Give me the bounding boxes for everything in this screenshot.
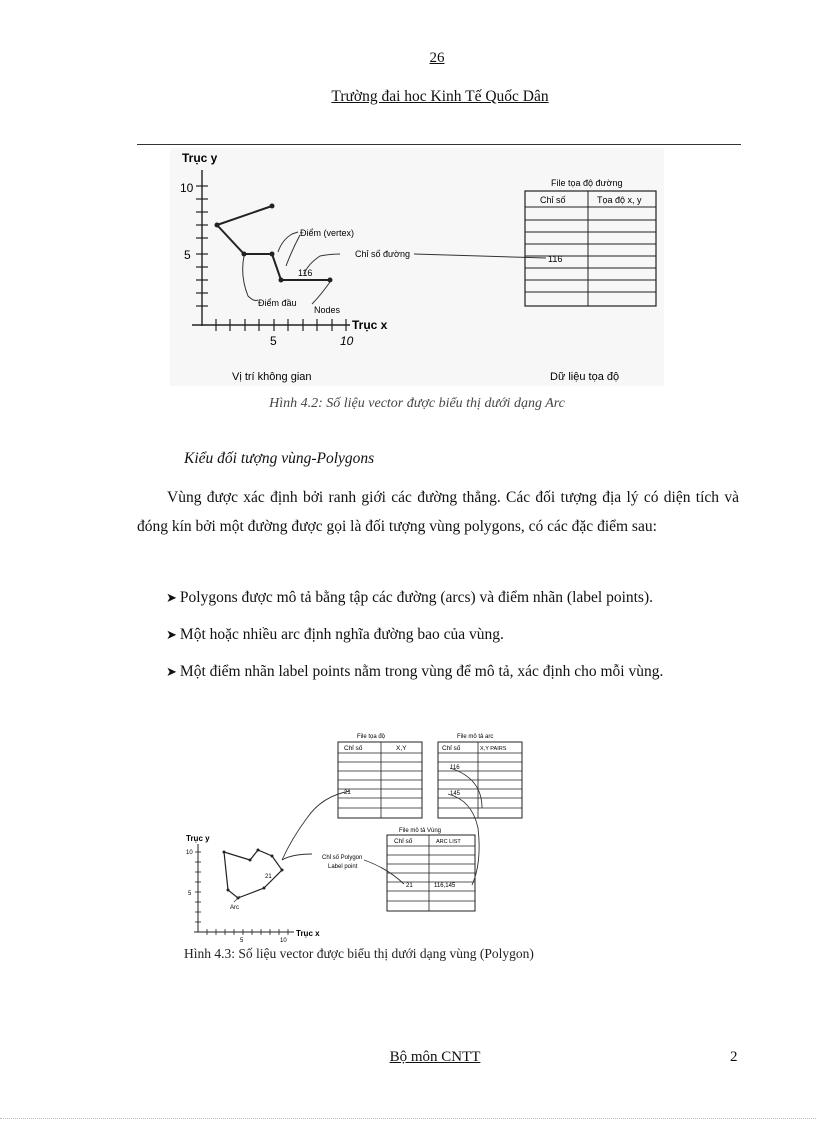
table3-col2: ARC LIST xyxy=(436,839,461,845)
figure-polygon-diagram xyxy=(182,728,542,943)
x-axis-label: Trục x xyxy=(296,929,320,938)
y-axis-label: Trục y xyxy=(186,834,210,843)
label-point-label: Label point xyxy=(328,864,358,870)
start-point-label: Điểm đầu xyxy=(258,298,297,308)
x-tick-5: 5 xyxy=(270,334,277,348)
table2-col1: Chỉ số xyxy=(442,745,461,752)
bullet-item: ➤ Một điểm nhãn label points nằm trong vùng để mô tả, xác định cho mỗi vùng. xyxy=(166,663,664,680)
polygon-diagram-svg xyxy=(182,728,542,943)
x-tick-10: 10 xyxy=(280,938,287,943)
polygon-index-label: Chỉ số Polygon xyxy=(322,855,363,861)
polygon-shape xyxy=(224,850,282,898)
bullet-item: ➤ Một hoặc nhiều arc định nghĩa đường bao của vùng. xyxy=(166,626,504,643)
table3-value1: 21 xyxy=(406,883,413,889)
x-tick-5: 5 xyxy=(240,938,244,943)
nodes-label: Nodes xyxy=(314,305,341,315)
institution-header: Trường đai hoc Kinh Tế Quốc Dân xyxy=(331,88,549,105)
table-row-lines xyxy=(525,207,656,292)
page-bottom-edge xyxy=(0,1118,816,1119)
table1-col2: X,Y xyxy=(396,745,407,752)
table1-value: 21 xyxy=(344,790,351,796)
section-paragraph: Vùng được xác định bởi ranh giới các đường thẳng. Các đối tượng địa lý có diện tích và đóng kín bởi một đường được gọi là đối tượng vùng polygons, có các đặc điểm sau: xyxy=(137,489,739,535)
x-axis-label: Trục x xyxy=(352,318,388,332)
x-tick-10: 10 xyxy=(340,334,354,348)
table1-title: File tọa độ xyxy=(357,734,386,740)
left-caption: Vị trí không gian xyxy=(232,371,312,383)
table3-value2: 116,145 xyxy=(434,883,456,889)
table3-title: File mô tả Vùng xyxy=(399,828,442,834)
bullet-item: ➤ Polygons được mô tả bằng tập các đường (arcs) và điểm nhãn (label points). xyxy=(166,589,654,606)
col-index: Chỉ số xyxy=(540,195,566,205)
figure-arc-diagram xyxy=(170,148,664,386)
y-tick-5: 5 xyxy=(188,891,192,897)
y-tick-5: 5 xyxy=(184,248,191,262)
vertex-label: Điểm (vertex) xyxy=(300,228,355,238)
header-rule xyxy=(137,144,741,145)
page-number: 26 xyxy=(429,50,445,66)
table2-value2: 145 xyxy=(450,791,461,797)
figure1-caption: Hình 4.2: Số liệu vector được biểu thị dưới dạng Arc xyxy=(269,396,565,411)
table1-col1: Chỉ số xyxy=(344,745,363,752)
col-coords: Tọa độ x, y xyxy=(597,195,642,205)
arc-line xyxy=(217,206,330,280)
table2-value1: 116 xyxy=(450,765,460,771)
y-tick-10: 10 xyxy=(186,850,193,856)
table3-col1: Chỉ số xyxy=(394,838,413,845)
table2-title: File mô tả arc xyxy=(457,734,494,740)
right-caption: Dữ liệu tọa độ xyxy=(550,371,620,383)
arc-vertices xyxy=(215,204,333,283)
figure2-caption: Hình 4.3: Số liệu vector được biểu thị dưới dạng vùng (Polygon) xyxy=(184,946,534,961)
arc-diagram-svg xyxy=(170,148,664,386)
arc-index-label: Chỉ số đường xyxy=(355,249,410,259)
footer-department: Bộ môn CNTT xyxy=(389,1049,481,1065)
footer-page: 2 xyxy=(730,1049,738,1065)
polygon-value: 21 xyxy=(265,874,272,880)
table2-col2: X,Y PAIRS xyxy=(480,746,507,752)
arc-value: 116 xyxy=(298,268,313,278)
y-tick-10: 10 xyxy=(180,181,194,195)
arc-label: Arc xyxy=(230,905,239,911)
table-title: File tọa độ đường xyxy=(551,178,623,188)
coords-table xyxy=(525,191,656,306)
table-value: 116 xyxy=(548,254,563,264)
section-heading: Kiểu đối tượng vùng-Polygons xyxy=(184,450,375,467)
y-axis-label: Trục y xyxy=(182,151,218,165)
